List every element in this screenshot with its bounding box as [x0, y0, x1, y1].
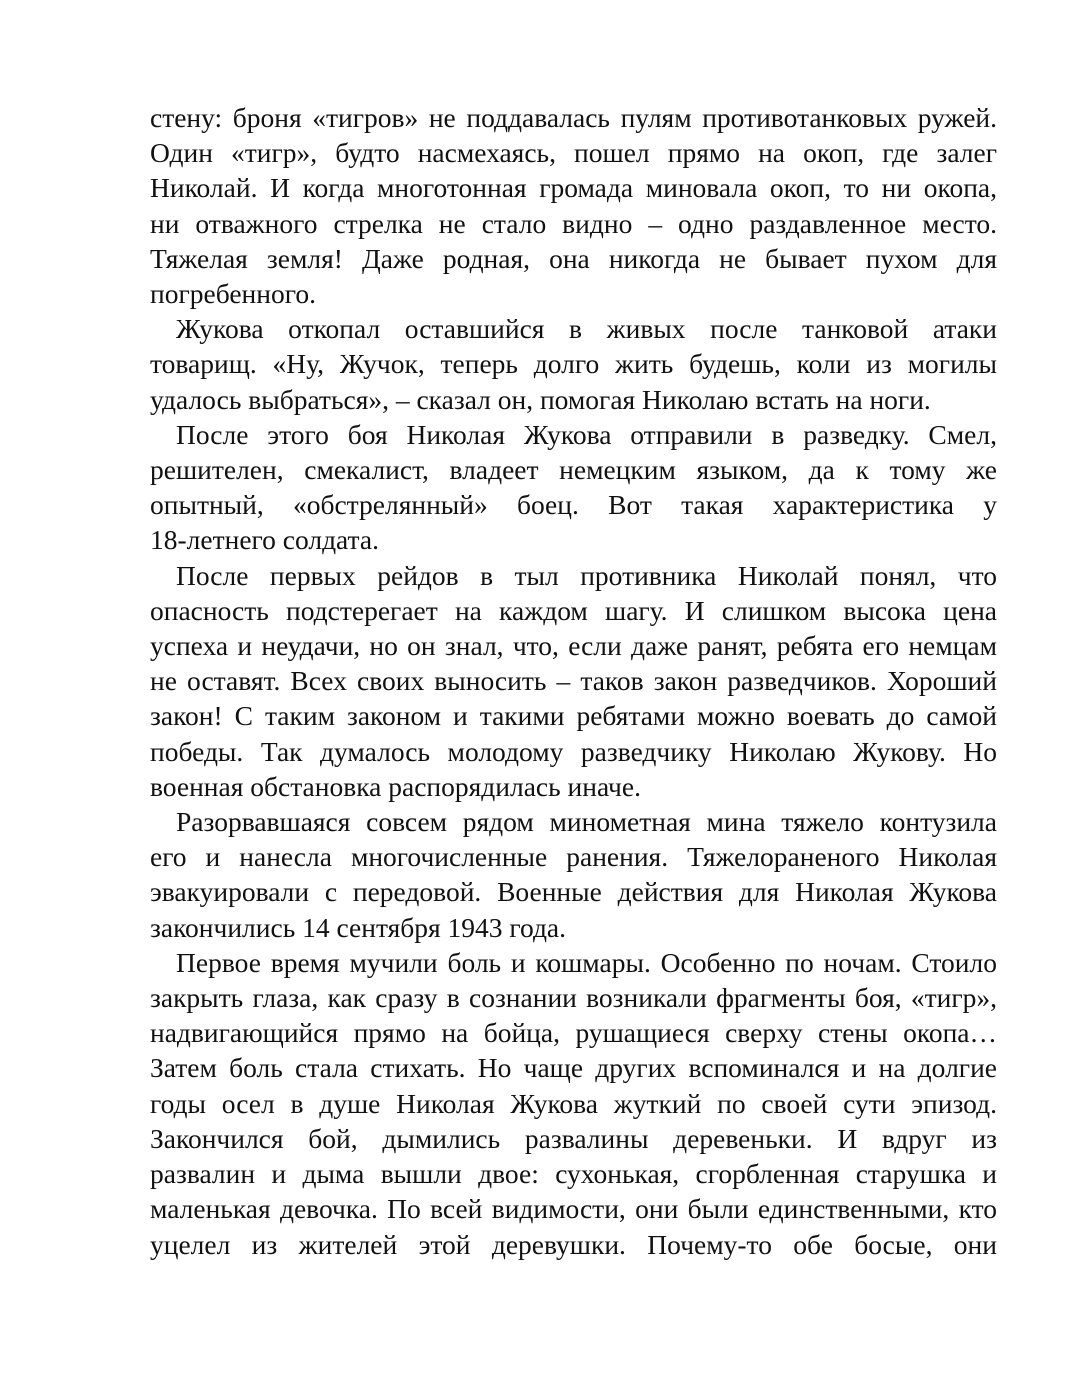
- text-line: Николай. И когда многотонная громада миновала окоп, то ни окопа,: [150, 172, 997, 204]
- text-line: После первых рейдов в тыл противника Николай понял, что: [176, 559, 997, 591]
- text-line: не оставят. Всех своих выносить – таков закон разведчиков. Хороший: [150, 665, 997, 697]
- text-line: надвигающийся прямо на бойца, рушащиеся сверху стены окопа…: [150, 1017, 997, 1049]
- document-page: [150, 100, 997, 1262]
- text-line: закончились 14 сентября 1943 года.: [150, 911, 567, 943]
- text-line: закрыть глаза, как сразу в сознании возникали фрагменты боя, «тигр»,: [150, 982, 997, 1014]
- text-line: военная обстановка распорядилась иначе.: [150, 770, 641, 802]
- text-line: маленькая девочка. По всей видимости, они были единственными, кто: [150, 1193, 997, 1225]
- text-line: решителен, смекалист, владеет немецким языком, да к тому же: [150, 454, 997, 486]
- text-line: Тяжелая земля! Даже родная, она никогда не бывает пухом для: [150, 242, 997, 274]
- text-line: опасность подстерегает на каждом шагу. И слишком высока цена: [150, 594, 997, 626]
- text-line: Разорвавшаяся совсем рядом минометная мина тяжело контузила: [176, 806, 997, 838]
- text-line: ни отважного стрелка не стало видно – одно раздавленное место.: [150, 207, 997, 239]
- text-line: победы. Так думалось молодому разведчику Николаю Жукову. Но: [150, 735, 997, 767]
- text-line: удалось выбраться», – сказал он, помогая Николаю встать на ноги.: [150, 383, 931, 415]
- text-line: эвакуировали с передовой. Военные действия для Николая Жукова: [150, 876, 997, 908]
- text-line: уцелел из жителей этой деревушки. Почему-то обе босые, они: [150, 1228, 997, 1260]
- text-line: Жукова откопал оставшийся в живых после танковой атаки: [176, 313, 997, 345]
- text-line: развалин и дыма вышли двое: сухонькая, сгорбленная старушка и: [150, 1158, 997, 1190]
- text-line: стену: броня «тигров» не поддавалась пулям противотанковых ружей.: [150, 102, 997, 133]
- text-line: Один «тигр», будто насмехаясь, пошел прямо на окоп, где залег: [150, 137, 997, 169]
- text-line: Первое время мучили боль и кошмары. Особенно по ночам. Стоило: [176, 946, 997, 978]
- paragraph: [150, 945, 997, 1262]
- paragraph: [150, 558, 997, 804]
- text-line: 18-летнего солдата.: [150, 524, 379, 556]
- text-line: погребенного.: [150, 278, 316, 310]
- text-line: После этого боя Николая Жукова отправили в разведку. Смел,: [176, 418, 997, 450]
- text-line: Затем боль стала стихать. Но чаще других вспоминался и на долгие: [150, 1052, 997, 1084]
- paragraph: [150, 100, 997, 311]
- text-line: успеха и неудачи, но он знал, что, если даже ранят, ребята его немцам: [150, 630, 997, 662]
- paragraph: [150, 804, 997, 945]
- paragraph: [150, 417, 997, 558]
- text-line: годы осел в душе Николая Жукова жуткий по своей сути эпизод.: [150, 1087, 997, 1119]
- text-line: закон! С таким законом и такими ребятами можно воевать до самой: [150, 700, 997, 732]
- text-line: опытный, «обстрелянный» боец. Вот такая характеристика у: [150, 489, 997, 521]
- paragraph: [150, 311, 997, 417]
- text-line: товарищ. «Ну, Жучок, теперь долго жить будешь, коли из могилы: [150, 348, 997, 380]
- text-line: Закончился бой, дымились развалины деревеньки. И вдруг из: [150, 1122, 997, 1154]
- text-line: его и нанесла многочисленные ранения. Тяжелораненого Николая: [150, 841, 997, 873]
